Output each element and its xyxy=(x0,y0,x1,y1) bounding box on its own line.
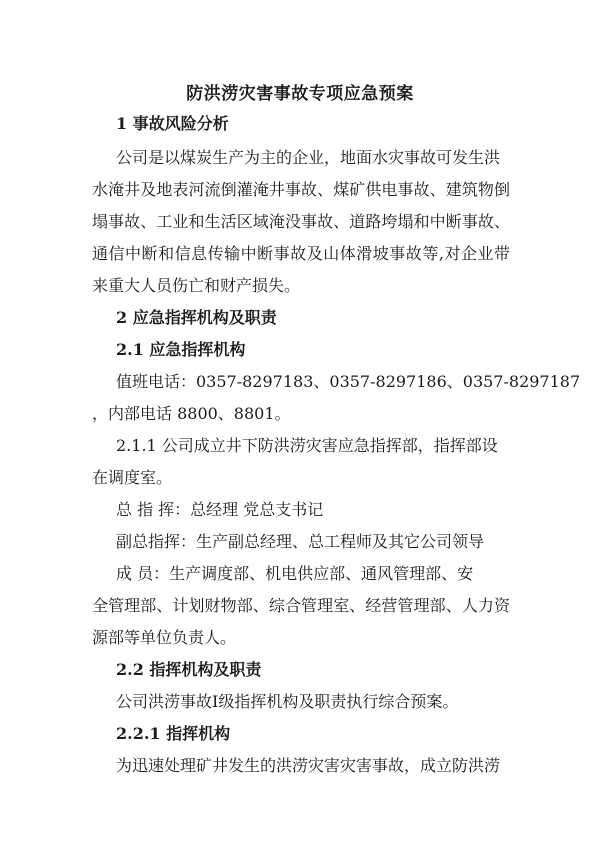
members-line-1: 成 员：生产调度部、机电供应部、通风管理部、安 xyxy=(116,564,474,583)
section-2-2-1-heading: 2.2.1 指挥机构 xyxy=(116,724,231,743)
section-1-para-line-5: 来重大人员伤亡和财产损失。 xyxy=(92,276,301,295)
section-2-2-1-para: 为迅速处理矿井发生的洪涝灾害灾害事故，成立防洪涝 xyxy=(116,756,501,775)
section-2-2-para: 公司洪涝事故Ⅰ级指挥机构及职责执行综合预案。 xyxy=(116,692,459,711)
section-1-para-line-3: 塌事故、工业和生活区域淹没事故、道路垮塌和中断事故、 xyxy=(92,212,510,231)
members-line-2: 全管理部、计划财物部、综合管理室、经营管理部、人力资 xyxy=(92,596,510,615)
section-1-para-line-2: 水淹井及地表河流倒灌淹井事故、煤矿供电事故、建筑物倒 xyxy=(92,180,510,199)
section-2-2-heading: 2.2 指挥机构及职责 xyxy=(116,660,262,679)
members-line-3: 源部等单位负责人。 xyxy=(92,628,237,647)
deputy-commander-line: 副总指挥：生产副总经理、总工程师及其它公司领导 xyxy=(116,532,485,551)
section-1-para-line-1: 公司是以煤炭生产为主的企业，地面水灾事故可发生洪 xyxy=(116,148,501,167)
duty-phone-line-2: ，内部电话 8800、8801。 xyxy=(92,404,291,423)
section-2-1-1-line-1: 2.1.1 公司成立井下防洪涝灾害应急指挥部，指挥部设 xyxy=(116,436,498,455)
section-2-heading: 2 应急指挥机构及职责 xyxy=(116,308,277,327)
section-2-1-heading: 2.1 应急指挥机构 xyxy=(116,340,246,359)
section-2-1-1-line-2: 在调度室。 xyxy=(92,468,173,487)
commander-line: 总 指 挥：总经理 党总支书记 xyxy=(116,500,324,519)
section-1-heading: 1 事故风险分析 xyxy=(116,114,229,133)
duty-phone-line-1: 值班电话：0357-8297183、0357-8297186、0357-8297187 xyxy=(116,372,581,391)
document-title: 防洪涝灾害事故专项应急预案 xyxy=(186,84,414,104)
section-1-para-line-4: 通信中断和信息传输中断事故及山体滑坡事故等,对企业带 xyxy=(92,244,510,263)
